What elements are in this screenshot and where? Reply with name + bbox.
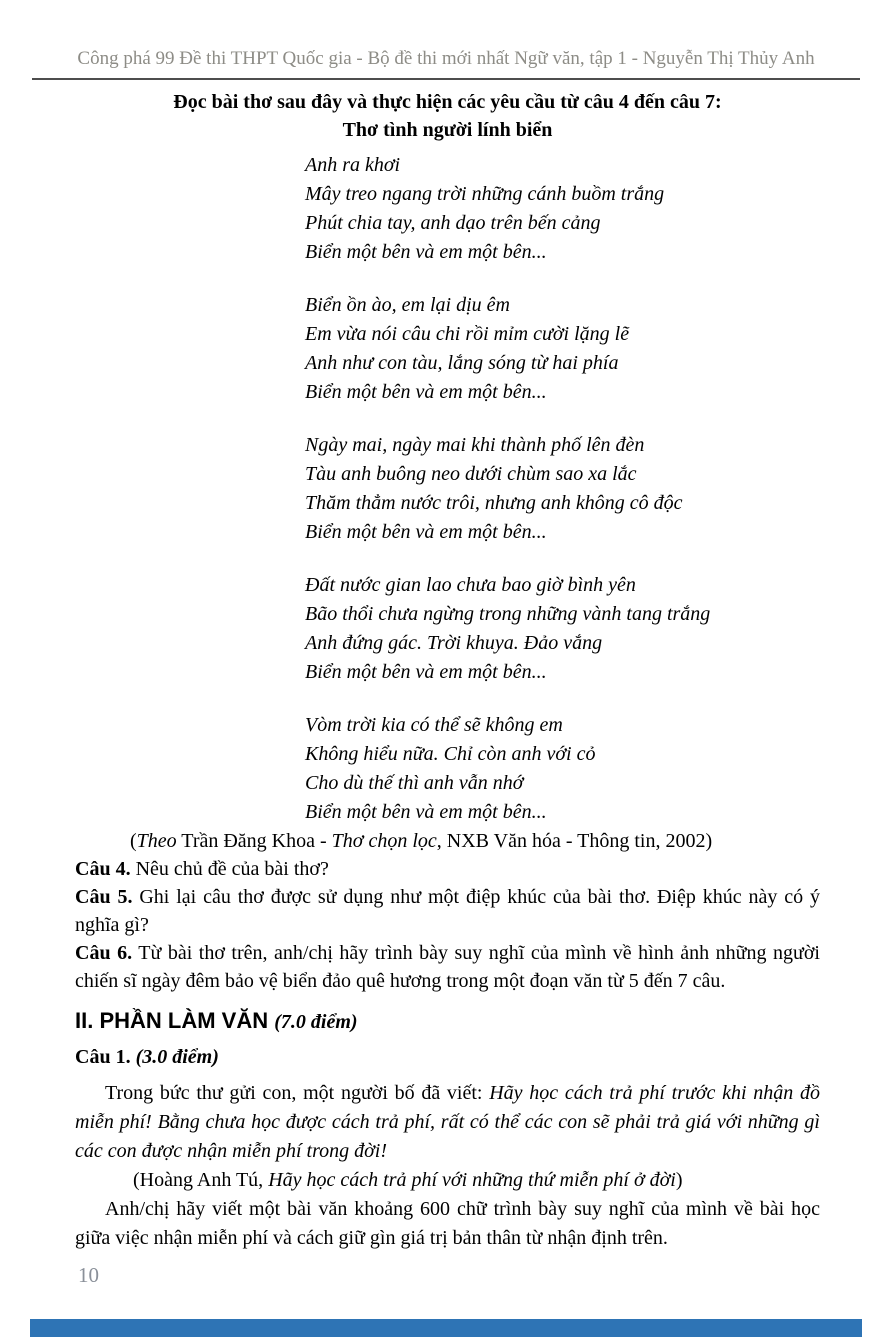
book-title: Công phá 99 Đề thi THPT Quốc gia - Bộ đề thi mới nhất Ngữ văn, tập 1 - Nguyễn Thị Thủy Anh [77, 48, 815, 69]
poem [305, 151, 820, 827]
poem-line: Biển một bên và em một bên... [305, 381, 547, 403]
prompt-intro: Trong bức thư gửi con, một người bố đã viết: [105, 1082, 490, 1104]
page-content [75, 89, 820, 1287]
section-2-heading [75, 1007, 820, 1036]
section-2-title: II. PHẦN LÀM VĂN [75, 1008, 275, 1033]
poem-line: Phút chia tay, anh dạo trên bến cảng [305, 212, 601, 234]
poem-line: Cho dù thế thì anh vẫn nhớ [305, 772, 524, 794]
question-4-label: Câu 4. [75, 858, 131, 880]
poem-line: Biển một bên và em một bên... [305, 801, 547, 823]
poem-line: Anh như con tàu, lắng sóng từ hai phía [305, 352, 619, 374]
poem-stanza [305, 711, 820, 827]
poem-line: Anh ra khơi [305, 154, 401, 176]
question-6-text: Từ bài thơ trên, anh/chị hãy trình bày suy nghĩ của mình về hình ảnh những người chiến sĩ ngày đêm bảo vệ biển đảo quê hương trong một đoạn văn từ 5 đến 7 câu. [75, 942, 820, 992]
attribution-open: ( [130, 830, 137, 852]
poem-line: Bão thổi chưa ngừng trong những vành tang trắng [305, 603, 711, 625]
section-2-points: (7.0 điểm) [274, 1011, 358, 1033]
question-6-label: Câu 6. [75, 942, 133, 964]
poem-line: Ngày mai, ngày mai khi thành phố lên đèn [305, 434, 645, 456]
attribution-author: Trần Đăng Khoa - [176, 830, 332, 852]
question-5-label: Câu 5. [75, 886, 133, 908]
citation-author: (Hoàng Anh Tú, [133, 1169, 269, 1191]
question-1-prompt [75, 1079, 820, 1166]
question-4 [75, 855, 820, 883]
poem-line: Thăm thẳm nước trôi, nhưng anh không cô độc [305, 492, 683, 514]
footer-accent-bar [30, 1319, 862, 1337]
attribution-publisher: , NXB Văn hóa - Thông tin, 2002) [436, 830, 713, 852]
poem-stanza [305, 431, 820, 547]
poem-line: Đất nước gian lao chưa bao giờ bình yên [305, 574, 636, 596]
poem-line: Em vừa nói câu chi rồi mỉm cười lặng lẽ [305, 323, 630, 345]
poem-line: Biển một bên và em một bên... [305, 661, 547, 683]
poem-line: Mây treo ngang trời những cánh buồm trắng [305, 183, 665, 205]
prompt-quote: Hãy học cách trả phí trước khi nhận đồ miễn phí! Bằng chưa học được cách trả phí, rất có thể các con sẽ phải trả giá với những gì các con được nhận miễn phí trong đời! [75, 1082, 820, 1162]
poem-line: Anh đứng gác. Trời khuya. Đảo vắng [305, 632, 603, 654]
question-5 [75, 883, 820, 939]
poem-title: Thơ tình người lính biển [342, 119, 553, 141]
poem-line: Vòm trời kia có thể sẽ không em [305, 714, 563, 736]
attribution-work: Thơ chọn lọc [331, 830, 437, 852]
question-5-text: Ghi lại câu thơ được sử dụng như một điệp khúc của bài thơ. Điệp khúc này có ý nghĩa gì? [75, 886, 820, 936]
page-number: 10 [78, 1263, 99, 1287]
poem-stanza [305, 571, 820, 687]
poem-line: Biển một bên và em một bên... [305, 521, 547, 543]
running-header [32, 46, 860, 80]
question-4-text: Nêu chủ đề của bài thơ? [130, 858, 329, 880]
question-1-label: Câu 1. [75, 1046, 136, 1068]
poem-line: Biển ồn ào, em lại dịu êm [305, 294, 510, 316]
question-1-task: Anh/chị hãy viết một bài văn khoảng 600 chữ trình bày suy nghĩ của mình về bài học giữa việc nhận miễn phí và cách giữ gìn giá trị bản thân từ nhận định trên. [75, 1198, 820, 1249]
citation-work: Hãy học cách trả phí với những thứ miễn phí ở đời [268, 1169, 676, 1191]
poem-stanza [305, 291, 820, 407]
poem-stanza [305, 151, 820, 267]
question-6 [75, 939, 820, 995]
question-1-points: (3.0 điểm) [135, 1046, 219, 1068]
attribution-theo: Theo [136, 830, 177, 852]
quote-citation [133, 1166, 820, 1195]
poem-line: Không hiểu nữa. Chỉ còn anh với cỏ [305, 743, 596, 765]
poem-attribution [130, 827, 820, 855]
reading-instruction: Đọc bài thơ sau đây và thực hiện các yêu cầu từ câu 4 đến câu 7: [173, 91, 722, 113]
poem-line: Biển một bên và em một bên... [305, 241, 547, 263]
poem-line: Tàu anh buông neo dưới chùm sao xa lắc [305, 463, 637, 485]
citation-close: ) [675, 1169, 683, 1191]
question-1-heading [75, 1044, 820, 1071]
